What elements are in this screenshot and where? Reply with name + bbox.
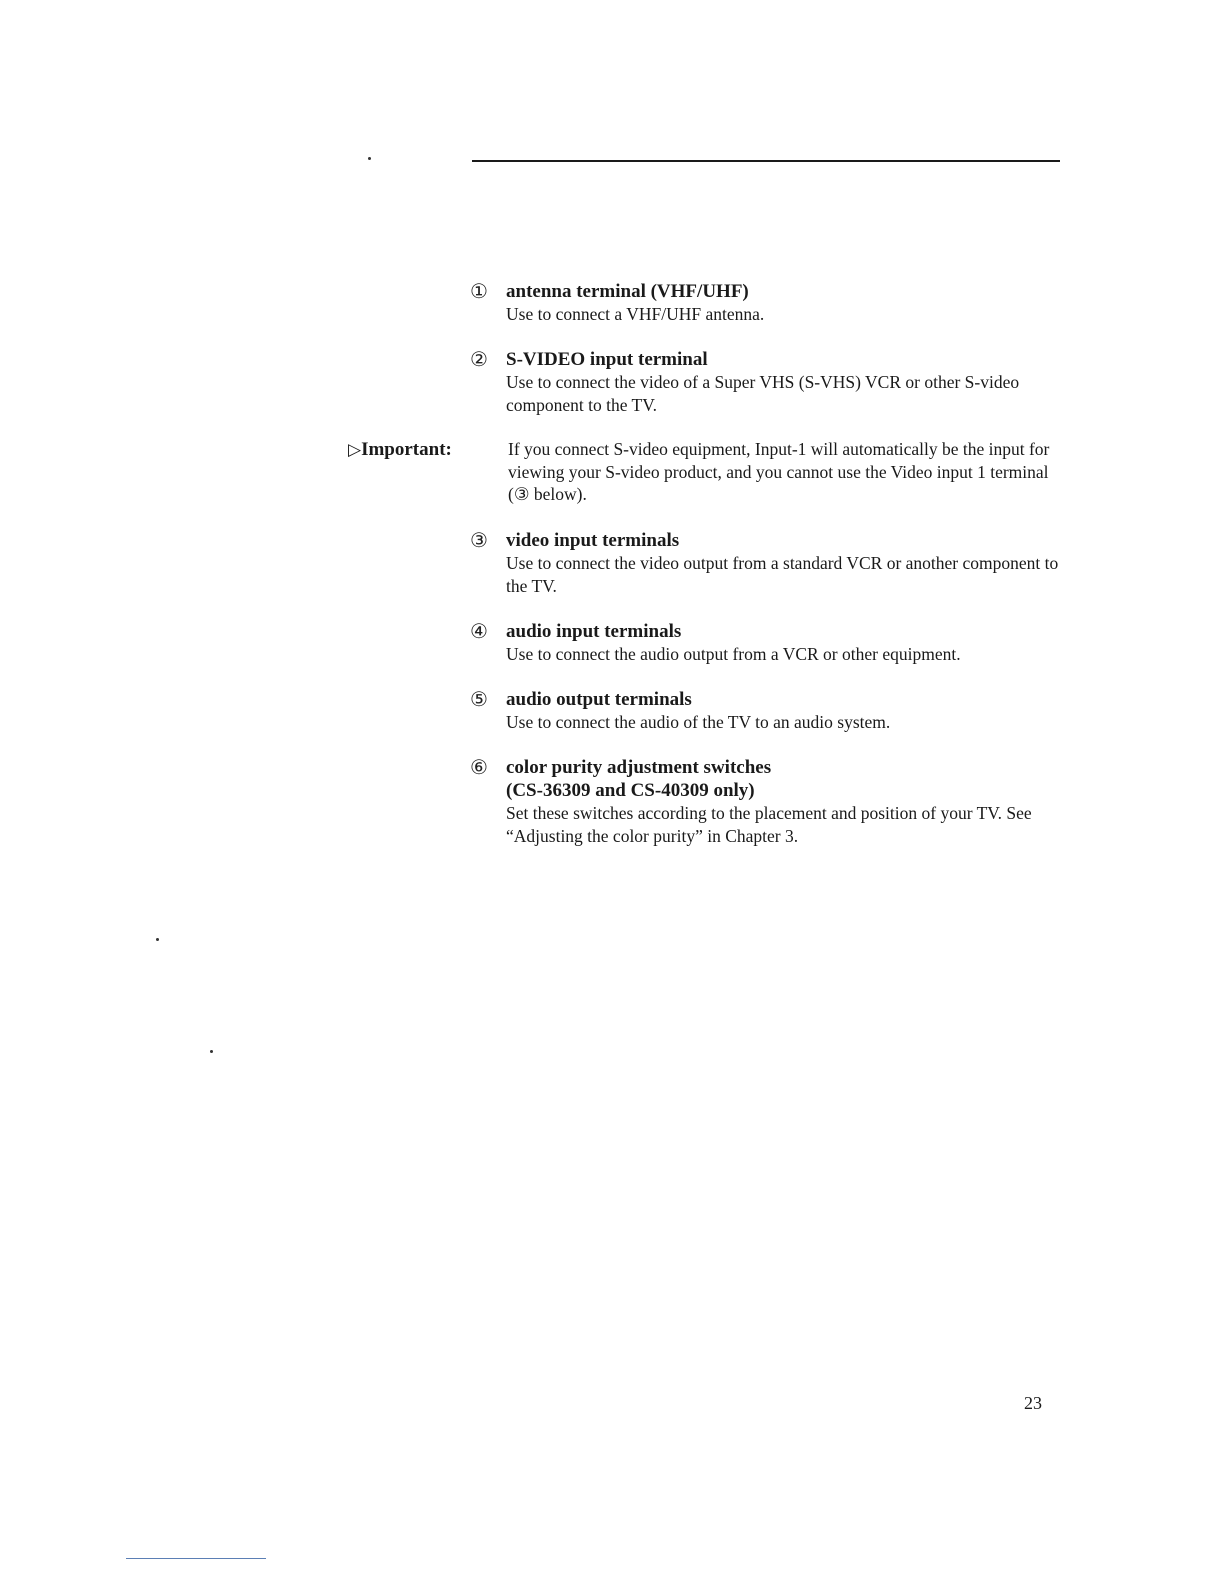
- header-rule: [472, 160, 1060, 162]
- item-title: antenna terminal (VHF/UHF): [506, 281, 749, 302]
- important-label-text: Important:: [361, 439, 452, 460]
- item-description: Use to connect a VHF/UHF antenna.: [506, 304, 765, 324]
- item-audio-output-terminals: [470, 688, 1070, 734]
- item-antenna-terminal: [470, 280, 1070, 326]
- item-description: Use to connect the video of a Super VHS (S-VHS) VCR or other S-video component to the TV.: [506, 372, 1020, 415]
- item-s-video-input-terminal: [470, 348, 1070, 416]
- item-video-input-terminals: [470, 529, 1070, 597]
- item-number: ⑥: [470, 755, 488, 779]
- item-number: ①: [470, 279, 488, 303]
- item-description: Set these switches according to the placement and position of your TV. See “Adjusting the color purity” in Chapter 3.: [506, 803, 1032, 846]
- item-description: Use to connect the video output from a standard VCR or another component to the TV.: [506, 553, 1059, 596]
- item-number: ④: [470, 619, 488, 643]
- item-title: color purity adjustment switches: [506, 757, 772, 778]
- item-color-purity-switches: [470, 756, 1070, 847]
- item-title-models: (CS-36309 and CS-40309 only): [506, 780, 755, 801]
- item-description: Use to connect the audio of the TV to an audio system.: [506, 712, 891, 732]
- item-title: video input terminals: [506, 530, 680, 551]
- footer-rule: [126, 1558, 266, 1559]
- page-number: 23: [1024, 1393, 1042, 1413]
- item-audio-input-terminals: [470, 620, 1070, 666]
- item-number: ②: [470, 347, 488, 371]
- item-number: ⑤: [470, 687, 488, 711]
- important-text: If you connect S-video equipment, Input-1 will automatically be the input for viewing your S-video product, and you cannot use the Video input 1 terminal (③ below).: [508, 439, 1050, 504]
- item-title: S-VIDEO input terminal: [506, 349, 708, 370]
- triangle-marker-icon: ▷: [348, 440, 362, 460]
- scan-speck: [156, 938, 159, 941]
- scan-speck: [368, 157, 371, 160]
- item-title: audio output terminals: [506, 689, 692, 710]
- important-note: [348, 438, 1068, 506]
- item-number: ③: [470, 528, 488, 552]
- scan-speck: [210, 1050, 213, 1053]
- item-description: Use to connect the audio output from a VCR or other equipment.: [506, 644, 961, 664]
- item-title: audio input terminals: [506, 621, 682, 642]
- important-label: [348, 438, 452, 462]
